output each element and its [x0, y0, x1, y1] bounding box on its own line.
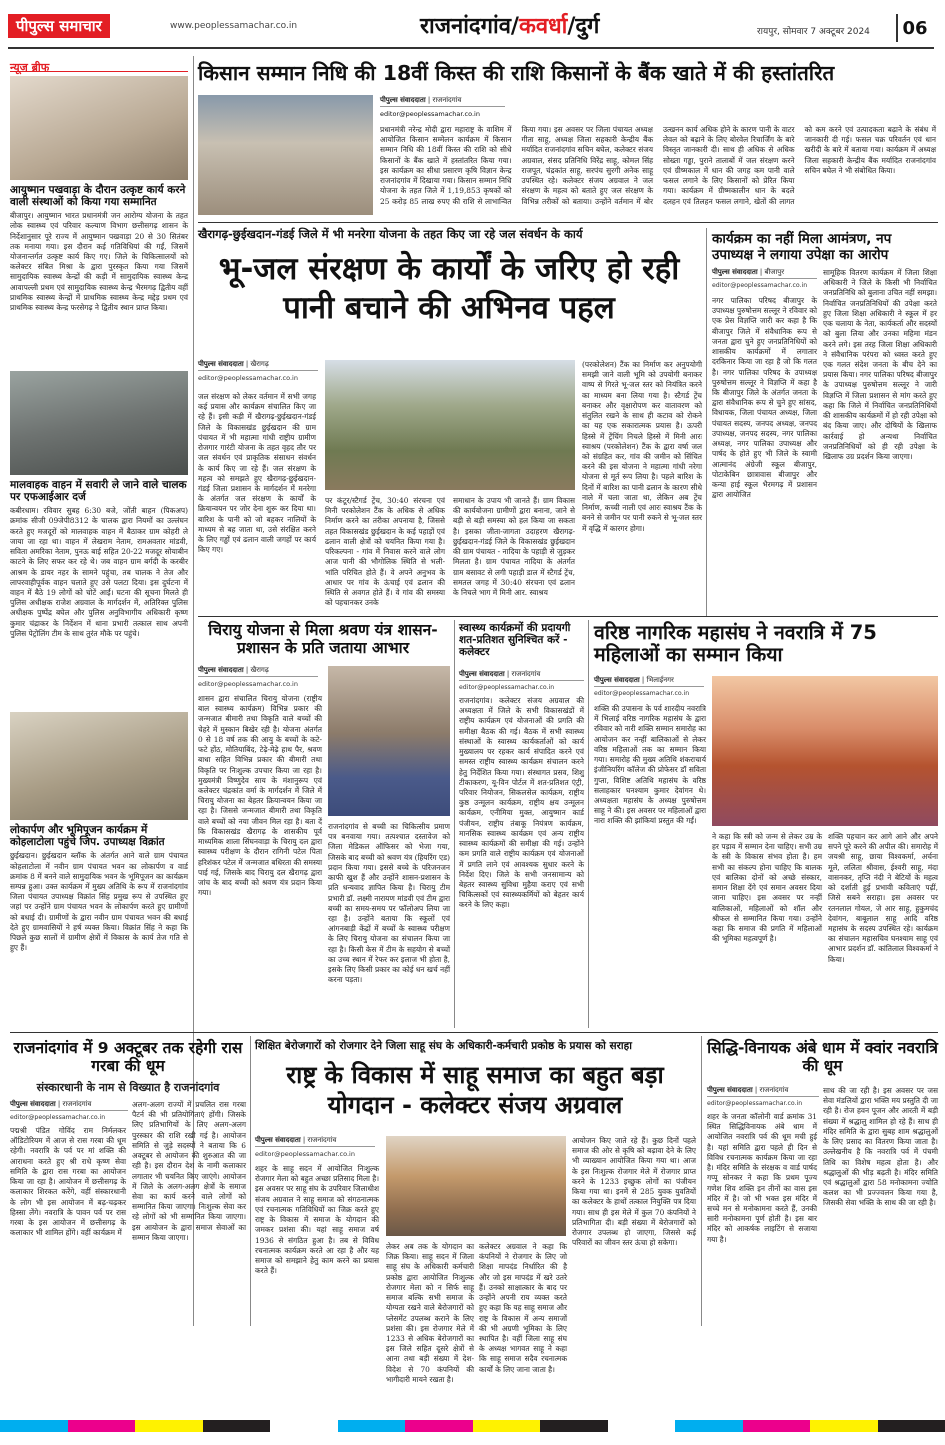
water-byline-name: पीपुल्स संवाददाता: [198, 360, 244, 368]
registration-swatch: [270, 1420, 338, 1432]
senior-byline-place: भिलाईनगर: [646, 676, 674, 684]
ambe-body-col2: साथ की जा रही है। इस अवसर पर जस सेवा मंडलियों द्वारा भक्ति मय प्रस्तुति दी जा रही है। रोज हवन पूजन और आरती में बड़ी संख्या में श्रद्धालु शामिल हो रहे हैं। साथ ही मंदिर समिति के द्वारा सुबह शाम श्रद्धालुओं के लिए प्रसाद का वितरण किया जाता है। उल्लेखनीय है कि नवरात्रि पर्व में पंचमी तिथि का विशेष महत्व होता है। और श्रद्धालुओं की भीड़ बढ़ती है। मंदिर समिति एवं श्रद्धालुओं द्वारा 58 मनोकामना ज्योति कलश का भी प्रज्ज्वलन किया गया है, जिसकी सेवा भक्ति के साथ की जा रही है।: [823, 1086, 938, 1208]
water-body-col4: (परकोलेशन) टैंक का निर्माण कर अनुपयोगी समझी जाने वाली भूमि को उपयोगी बनाकर वाष्प से गिरते भू-जल स्तर को नियंत्रित करने का माध्यम बना लिया गया है। स्टैगर्ड ट्रेंच बनाकर और वृक्षारोपण कर वातावरण को संतुलित रखने के साथ ही कटाव को रोकने का यह एक सकारात्मक प्रयास है। ऊपरी हिस्से में ट्रेंचिंग निचले हिस्से में मिनी आरः स्वाश्रय (परकोलेशन) टैंक के द्वारा वर्षा जल को संग्रहित कर, गांव की जमीन को सिंचित करने की इस योजना ने महात्मा गांधी नरेगा योजना से मूर्त रूप लिया है। पहले बारिश के दिनों में बारिश का पानी ढलान के कारण सीधे नाले में चला जाता था, लेकिन अब ट्रेंच निर्माण, कच्ची नाली एवं आरः स्वाश्रय टैंक के बनने से जमीन पर पानी रुकने से भू-जल स्तर में वृद्धि में कारगर होगा।: [582, 360, 702, 533]
water-byline-email[interactable]: editor@peoplessamachar.co.in: [198, 374, 298, 382]
invite-byline-name: पीपुल्स संवाददाता: [712, 268, 758, 276]
registration-swatch: [540, 1420, 608, 1432]
registration-swatch: [135, 1420, 203, 1432]
lead-headline[interactable]: किसान सम्मान निधि की 18वीं किस्त की राशि किसानों के बैंक खाते में की हस्तांतरित: [198, 61, 835, 85]
water-byline-place: खैरागढ़: [250, 360, 269, 368]
water-byline: पीपुल्स संवाददाता | खैरागढ़ editor@peoplessamachar.co.in: [198, 360, 318, 382]
brief-3-body: छुईखदान। छुईखदान ब्लॉक के अंतर्गत आने वाले ग्राम पंचायत कोहलाटोला में नवीन ग्राम पंचायत भवन का लोकार्पण व वार्ड क्रमांक 8 में बनने वाले सामुदायिक भवन के भूमिपूजन का कार्यक्रम सम्पन्न हुआ। उक्त कार्यक्रम में मुख्य अतिथि के रूप में राजनांदगांव जिला पंचायत उपाध्यक्ष विक्रांत सिंह प्रमुख रूप से उपस्थित हुए जहां पर उन्होंने ग्राम पंचायत भवन के लोकार्पण करते हुए ग्रामीणों को बधाई दी। ग्रामीणों के द्वारा नवीन ग्राम पंचायत भवन की बधाई देते हुए ग्रामवासियों ने हर्ष व्यक्त किया। विक्रांत सिंह ने कहा कि पिछले कुछ सालों में ग्रामीण क्षेत्रों में विकास के कार्य तेज गति से हुए हैं।: [10, 851, 188, 953]
section-title-part-2: कवर्धा: [518, 14, 568, 39]
lead-byline-place: राजनांदगांव: [432, 96, 462, 104]
invite-headline[interactable]: कार्यक्रम का नहीं मिला आमंत्रण, नप उपाध्यक्ष ने लगाया उपेक्षा का आरोप: [712, 231, 892, 263]
senior-divider: [588, 620, 589, 1028]
senior-body-col2: ने कहा कि स्त्री को जन्म से लेकर उम्र के हर पड़ाव में सम्मान देना चाहिए। सभी उम्र के स्त्री के विकास संभव होता है। हम सभी का संकल्प होना चाहिए कि बालक एवं बालिका दोनों को अच्छे संस्कार, समान शिक्षा देंगे एवं समान अवसर दिया जाना चाहिए। इस अवसर पर नन्हीं बालिकाओं, महिलाओं को शॉल और श्रीफल से सम्मानित किया गया। उन्होंने कहा कि समाज की प्रगति में महिलाओं की भूमिका महत्वपूर्ण है।: [712, 832, 822, 944]
lead-photo: [198, 95, 373, 215]
sahu-divider-left: [250, 1036, 251, 1326]
registration-bar: [0, 1420, 945, 1432]
brief-photo-2: [10, 371, 188, 475]
health-headline[interactable]: स्वास्थ्य कार्यक्रमों की प्रदायगी शत-प्रतिशत सुनिश्चित करें - कलेक्टर: [459, 622, 571, 659]
section-title-part-1: राजनांदगांव/: [420, 14, 519, 39]
garba-byline-name: पीपुल्स संवाददाता: [10, 1100, 56, 1108]
sahu-kicker[interactable]: शिक्षित बेरोजगारों को रोजगार देने जिला साहू संघ के अधिकारी-कर्मचारी प्रकोष्ठ के प्रयास को सराहा: [255, 1040, 632, 1052]
lead-byline: पीपुल्स संवाददाता | राजनांदगांव editor@peoplessamachar.co.in: [380, 96, 505, 118]
health-byline-place: राजनांदगांव: [511, 670, 541, 678]
ambe-body-col1: शहर के जनता कॉलोनी वार्ड क्रमांक 31 स्थित सिद्धिविनायक अंबे धाम में आयोजित नवरात्रि पर्व की धूम मची हुई है। यहां समिति द्वारा पहले ही दिन से विविध रचनात्मक कार्यक्रम किया जा रहा है। मंदिर समिति के संरक्षक व वार्ड पार्षद गप्पू सोनकर ने कहा कि प्रथम पूज्य गणेश शिव शक्ति इन तीनों का वास इस मंदिर में है। जो भी भक्त इस मंदिर में सच्चे मन से मनोकामना करते हैं, उनकी सारी मनोकामना पूर्ण होती है। इस बार मंदिर को आकर्षक लाइटिंग से सजाया गया है।: [707, 1112, 817, 1244]
invite-byline: पीपुल्स संवाददाता | बीजापुर editor@peoplessamachar.co.in: [712, 268, 817, 289]
health-divider: [454, 620, 455, 1028]
registration-swatch: [743, 1420, 811, 1432]
chirayu-byline-place: खैरागढ़: [250, 666, 269, 674]
chirayu-byline-email[interactable]: editor@peoplessamachar.co.in: [198, 680, 298, 688]
invite-byline-email[interactable]: editor@peoplessamachar.co.in: [712, 282, 808, 289]
registration-swatch: [473, 1420, 541, 1432]
senior-body-col3: शक्ति पहचान कर आगे आने और अपने सपने पूरे करने की अपील की। समारोह में जयश्री साहू, छाया विश्वकर्मा, अर्चना मूले, ललिता श्रीवास, ईश्वरी साहू, मंदा वासनकर, तृप्ति नंदी ने बेटियों के महत्व को दर्शाती हुई प्रभावी कविताएं पढ़ीं, जिसे सबने सराहा। इस अवसर पर रतनलाल गोयल, जे आर साहू, हुकुमचंद देवांगन, बाबूलाल साहू आदि वरिष्ठ महासंघ के सदस्य उपस्थित रहे। कार्यक्रम का संचालन महासचिव घनश्याम साहू एवं आभार प्रदर्शन डॉ. कांतिलाल विश्वकर्मा ने किया।: [828, 832, 938, 964]
sahu-byline: पीपुल्स संवाददाता | राजनांदगांव editor@peoplessamachar.co.in: [255, 1136, 375, 1158]
registration-swatch: [203, 1420, 271, 1432]
sahu-byline-place: राजनांदगांव: [307, 1136, 337, 1144]
registration-swatch: [338, 1420, 406, 1432]
invite-body-col2: सामूहिक वितरण कार्यक्रम में जिला शिक्षा अधिकारी ने जिले के किसी भी निर्वाचित जनप्रतिनिधि को बुलाना उचित नहीं समझा। निर्वाचित जनप्रतिनिधियों की उपेक्षा करते हुए जिला शिक्षा अधिकारी ने स्कूल में हर एक चलाया के नेता, कार्यकर्ता और सदस्यों को बुला लिया और उनका महिमा मंडन करने लगे। इस तरह जिला शिक्षा अधिकारी ने संवैधानिक परंपरा को ध्वस्त करते हुए एक गलत संदेश जनता के बीच देने का प्रयास किया। नगर पालिका परिषद बीजापुर के उपाध्यक्ष पुरुषोत्तम सल्लूर ने जारी विज्ञप्ति में जिला प्रशासन से मांग करते हुए कहा कि जिले में निर्वाचित जनप्रतिनिधियों की शासकीय कार्यक्रमों में हो रही उपेक्षा को बंद किया जाए। और दोषियों के खिलाफ कार्रवाई हो अन्यथा निर्वाचित जनप्रतिनिधियों को ही रही उपेक्षा के खिलाफ उग्र प्रदर्शन किया जाएगा।: [823, 268, 937, 461]
sahu-byline-email[interactable]: editor@peoplessamachar.co.in: [255, 1150, 355, 1158]
masthead-underline: [8, 47, 934, 49]
health-byline: पीपुल्स संवाददाता | राजनांदगांव editor@peoplessamachar.co.in: [459, 670, 584, 691]
brief-3-headline[interactable]: लोकार्पण और भूमिपूजन कार्यक्रम में कोहलाटोला पहुंचे जिप. उपाध्यक्ष विक्रांत: [10, 824, 165, 849]
senior-byline-name: पीपुल्स संवाददाता: [594, 676, 640, 684]
water-photo: [325, 360, 575, 490]
news-brief-label: [10, 56, 188, 72]
senior-headline[interactable]: वरिष्ठ नागरिक महासंघ ने नवरात्रि में 75 महिलाओं का सम्मान किया: [594, 621, 877, 667]
chirayu-body-col2: राजनांदगांव से बच्ची का चिकित्सीय प्रमाण पत्र बनवाया गया। तत्पश्चात दस्तावेज को जिला मेडिकल ऑफिसर को भेजा गया, जिसके बाद बच्ची को श्रवण यंत्र (हियरिंग एड) प्रदान किया गया। इससे बच्चे के परिजनजन काफी खुश हैं और उन्होंने शासन-प्रशासन के प्रति धन्यवाद ज्ञापित किया है। चिरायु टीम प्रभारी डॉ. लक्ष्मी नारायण मांडवी एवं टीम द्वारा बच्ची का समय-समय पर फॉलोअप लिया जा रहा है। उन्होंने बताया कि स्कूलों एवं आंगनबाड़ी केंद्रों में बच्चों के स्वास्थ्य परीक्षण के लिए चिरायु योजना का संचालन किया जा रहा है। किसी केस में टीम के सहयोग से बच्चों का उच्च स्थान में रेफर कर इलाज भी होता है, इसके लिए किसी प्रकार का कोई धन खर्च नहीं करना पड़ता।: [328, 822, 450, 985]
sahu-headline[interactable]: राष्ट्र के विकास में साहू समाज का बहुत बड़ा योगदान - कलेक्टर संजय अग्रवाल: [286, 1061, 664, 1119]
sahu-body-col4: आयोजन किए जाते रहे हैं। कुछ दिनों पहले समाज की ओर से कृषि को बढ़ावा देने के लिए भी व्याख्यान आयोजित किया गया था। आज के इस निःशुल्क रोजगार मेले में रोजगार प्राप्त करने के 1233 इच्छुक लोगों का पंजीयन किया गया था। इनमें से 285 युवक युवतियों का कलेक्टर के हाथों तत्काल नियुक्ति पत्र दिया गया। साथ ही इस मेले में कुल 70 कंपनियों ने प्रतिभागिता दी। बड़ी संख्या में बेरोजगारों को रोजगार उपलब्ध हो जाएगा, जिससे कई परिवारों का जीवन स्तर ऊंचा हो सकेगा।: [572, 1136, 696, 1248]
garba-body-col1: पद्मश्री पंडित गोविंद राम निर्मलकर ऑडिटोरियम में आज से रास गरबा की धूम रहेगी। नवरात्रि के पर्व पर मां शक्ति की आराधना करते हुए श्री राधे कृष्ण सेवा समिति के द्वारा रास गरबा का आयोजन किया जा रहा है। आयोजन में छत्तीसगढ़ के कलाकार शिरकत करेंगे, वहीं संस्कारधानी के लोग भी इस आयोजन में बढ़-चढ़कर हिस्सा लेंगे। नवरात्रि के पावन पर्व पर रास गरबा के इस आयोजन में छत्तीसगढ़ के कलाकार भी शामिल होंगे। वहीं कार्यक्रम में: [10, 1126, 126, 1238]
section-title-part-3: /दुर्ग: [567, 14, 600, 39]
garba-byline-place: राजनांदगांव: [62, 1100, 92, 1108]
lead-byline-name: पीपुल्स संवाददाता: [380, 96, 426, 104]
lead-byline-email[interactable]: editor@peoplessamachar.co.in: [380, 110, 480, 118]
sahu-byline-name: पीपुल्स संवाददाता: [255, 1136, 301, 1144]
ambe-byline-name: पीपुल्स संवाददाता: [707, 1086, 753, 1094]
chirayu-byline: पीपुल्स संवाददाता | खैरागढ़ editor@peoplessamachar.co.in: [198, 666, 318, 688]
registration-swatch: [810, 1420, 878, 1432]
water-body-col1: जल संरक्षण को लेकर वर्तमान में सभी जगह कई प्रयास और कार्यक्रम संचालित किए जा रहे हैं। इसी कड़ी में खैरागढ़-छुईखदान-गंडई जिले के विकासखंड छुईखदान की ग्राम पंचायत में भी महात्मा गांधी राष्ट्रीय ग्रामीण रोजगार गारंटी योजना के तहत वृहद तौर पर जल संवर्धन एवं प्राकृतिक संसाधन संवर्धन के कार्य किए जा रहे हैं। जल संरक्षण के महत्व को समझते हुए खैरागढ़-छुईखदान-गंडई जिला प्रशासन के मार्गदर्शन में मनरेगा के अंतर्गत जल संरक्षण के कार्यों के क्रियान्वयन पर जोर देना शुरू कर दिया था। बारिश के पानी को जो बहकर नालियों के माध्यम से बह जाता था, उसे संरक्षित करने के लिए गड्ढों एवं ढलान वाली जगहों पर कार्य किए गए।: [198, 392, 316, 555]
senior-photo: [712, 676, 938, 826]
mid-rule-2: [10, 1032, 938, 1033]
senior-byline-email[interactable]: editor@peoplessamachar.co.in: [594, 690, 690, 697]
health-body: राजनांदगांव। कलेक्टर संजय अग्रवाल की अध्यक्षता में जिले के सभी विकासखंडों में राष्ट्रीय कार्यक्रम एवं योजनाओं की प्रगति की समीक्षा बैठक की गई। बैठक में सभी स्वास्थ्य संस्थाओं के स्वास्थ्य कार्यकर्ताओं को कार्य मुख्यालय पर रहकर कार्य संपादित करने एवं समस्त राष्ट्रीय स्वास्थ्य कार्यक्रम संचालन करने हेतु निर्देशित किया गया। संस्थागत प्रसव, शिशु टीकाकरण, यू-विन पोर्टल में शत-प्रतिशत एंट्री, परिवार नियोजन, सिकलसेल कार्यक्रम, राष्ट्रीय कुष्ठ उन्मूलन कार्यक्रम, राष्ट्रीय क्षय उन्मूलन कार्यक्रम, एनीमिया मुक्त, आयुष्मान कार्ड पंजीयन, राष्ट्रीय तंबाकू नियंत्रण कार्यक्रम, मानसिक स्वास्थ्य कार्यक्रम एवं अन्य राष्ट्रीय स्वास्थ्य कार्यक्रमों की समीक्षा की गई। उन्होंने कम प्रगति वाले राष्ट्रीय कार्यक्रम एवं योजनाओं में प्रगति लाने एवं आवश्यक सुधार करने के निर्देश दिए। जिले के सभी जनसामान्य को बेहतर स्वास्थ्य सुविधा मुहैया कराए एवं सभी चिकित्सकों एवं स्वास्थ्यकर्मियों को बेहतर कार्य करने के लिए कहा।: [459, 696, 584, 910]
sahu-body-col2: लेकर अब तक के योगदान का जिक्र किया। साहू सदन में जिला साहू संघ के अधिकारी कर्मचारी प्रकोष्ठ द्वारा आयोजित निःशुल्क रोजगार मेला को न सिर्फ साहू समाज बल्कि सभी समाज के योग्यता रखने वाले बेरोजगारों को प्लेसमेंट उपलब्ध कराने के लिए प्रशंसा की। इस रोजगार मेले में 1233 से अधिक बेरोजगारों का इस जिले सहित दूसरे क्षेत्रों से आना तथा बड़ी संख्या में देश-विदेश से 70 कंपनियों की भागीदारी मायने रखता है।: [386, 1242, 474, 1384]
sahu-body-col3: कलेक्टर अग्रवाल ने कहा कि कंपनियों ने रोजगार के लिए जो शिक्षा मापदंड निर्धारित की है और जो इस मापदंड में खरे उतरे हैं। उनको साक्षात्कार के बाद पर उन्होंने अपनी राय व्यक्त करते हुए कहा कि यह साहू समाज और राष्ट्र के विकास में अन्य समाजों की भी अग्रणी भूमिका के लिए स्थापित है। वहीं जिला साहू संघ के अध्यक्ष भागवत साहू ने कहा कि साहू समाज सदैव रचनात्मक कार्यों के लिए जाना जाता है।: [479, 1242, 567, 1374]
lead-bottom-rule: [198, 222, 938, 223]
registration-swatch: [405, 1420, 473, 1432]
ambe-byline-place: राजनांदगांव: [759, 1086, 789, 1094]
invite-byline-place: बीजापुर: [764, 268, 785, 276]
registration-swatch: [0, 1420, 68, 1432]
lead-body: प्रधानमंत्री नरेन्द्र मोदी द्वारा महाराष्ट्र के वाशिम में आयोजित किसान सम्मेलन कार्यक्रम में किसान सम्मान निधि की 18वीं किस्त की राशि को सीधे किसानों के बैंक खाते में हस्तांतरित किया गया। इस कार्यक्रम का सीधा प्रसारण कृषि विज्ञान केन्द्र राजनांदगांव में दिखाया गया। किसान सम्मान निधि योजना के तहत जिले में 1,19,853 कृषकों को 25 करोड़ 85 लाख रुपए की राशि से लाभान्वित किया गया। इस अवसर पर जिला पंचायत अध्यक्ष गीता साहू, अध्यक्ष जिला सहकारी केन्द्रीय बैंक मर्यादित राजनांदगांव सचिन बघेल, कलेक्टर संजय अग्रवाल, संसद प्रतिनिधि विरेंद्र साहू, कोमल सिंह राजपूत, चंद्रकांत साहू, सरपंच सुरगी अनेक साहू उपस्थित रहे। कलेक्टर संजय अग्रवाल ने जल संरक्षण के महत्व को बताते हुए जल संरक्षण के विभिन्न तरीकों को बताया। उन्होंने वर्तमान में बोर उत्खनन कार्य अधिक होने के कारण पानी के वाटर लेवल को बढ़ाने के लिए बोरवेल रिचार्जिंग के बारे विस्तृत जानकारी दी। साथ ही अधिक से अधिक सोख्ता गड्ढा, पुराने तालाबों में जल संरक्षण करने एवं ग्रीष्मकाल में धान की जगह कम पानी वाले फसल लगाने के लिए किसानों को प्रेरित किया गया। कार्यक्रम में ग्रीष्मकालीन धान के बदले दलहन एवं तिलहन फसल लगाने, खेतों की लागत को कम करने एवं उत्पादकता बढ़ाने के संबंध में जानकारी दी गई। फसल चक्र परिवर्तन एवं धान खरीदी के बारे में बताया गया। कार्यक्रम में अध्यक्ष जिला सहकारी केन्द्रीय बैंक मर्यादित राजनांदगांव सचिन बघेल ने भी संबोधित किया।: [380, 125, 936, 206]
registration-swatch: [675, 1420, 743, 1432]
news-brief-label-text: न्यूज ब्रीफ: [10, 61, 50, 74]
water-headline[interactable]: भू-जल संरक्षण के कार्यों के जरिए हो रही पानी बचाने की अभिनव पहल: [218, 251, 680, 326]
brief-photo-1: [10, 76, 188, 180]
registration-swatch: [878, 1420, 945, 1432]
website-url[interactable]: www.peoplessamachar.co.in: [170, 21, 298, 31]
chirayu-body-col1: शासन द्वारा संचालित चिरायु योजना (राष्ट्रीय बाल स्वास्थ्य कार्यक्रम) विभिन्न प्रकार की जन्मजात बीमारी तथा विकृति वाले बच्चों की चेहरे में मुस्कान बिखेर रही है। योजना अंतर्गत 0 से 18 वर्ष तक की आयु के बच्चों के कटे-फटे होंठ, मोतियाबिंद, टेढ़े-मेढ़े हाथ पैर, श्रवण बाधा सहित विभिन्न प्रकार की बीमारी तथा विकृति पर निःशुल्क उपचार किया जा रहा है। मुख्यमंत्री विष्णुदेव साय के मंशानुरूप एवं कलेक्टर चंद्रकांत वर्मा के मार्गदर्शन में जिले में चिरायु योजना का बेहतर क्रियान्वयन किया जा रहा है। जिससे जन्मजात बीमारी तथा विकृति वाले बच्चों को नया जीवन मिल रहा है। बता दें कि विकासखंड खैरागढ़ के शासकीय पूर्व माध्यमिक शाला सिंघनवाड़ा के चिरायु दल द्वारा स्वास्थ्य परीक्षण के दौरान रागिनी पटेल पिता हरिशंकर पटेल में जन्मजात बधिरता की समस्या पाई गई, जिसके बाद चिरायु दल खैरागढ़ द्वारा जांच के बाद बच्ची को श्रवण यंत्र प्रदान किया गया।: [198, 694, 322, 898]
garba-byline: पीपुल्स संवाददाता | राजनांदगांव editor@peoplessamachar.co.in: [10, 1100, 128, 1121]
brand-logo[interactable]: [8, 14, 110, 38]
health-byline-email[interactable]: editor@peoplessamachar.co.in: [459, 684, 555, 691]
registration-swatch: [68, 1420, 136, 1432]
page-number: 06: [902, 17, 928, 39]
right-column-divider: [706, 228, 707, 616]
health-byline-name: पीपुल्स संवाददाता: [459, 670, 505, 678]
chirayu-byline-name: पीपुल्स संवाददाता: [198, 666, 244, 674]
dateline: रायपुर, सोमवार 7 अक्टूबर 2024: [757, 27, 870, 37]
garba-headline[interactable]: राजनांदगांव में 9 अक्टूबर तक रहेगी रास गरबा की धूम: [13, 1039, 243, 1075]
brief-1-body: बीजापुर। आयुष्मान भारत प्रधानमंत्री जन आरोग्य योजना के तहत लोक स्वास्थ्य एवं परिवार कल्याण विभाग छत्तीसगढ़ शासन के निर्देशानुसार पूरे राज्य में आयुष्मान पखवाड़ा 20 से 30 सितंबर तक मनाया गया। इस दौरान कई गतिविधियां की गईं, जिसमें योजनान्तर्गत उत्कृष्ट कार्य किए गए। जिले के चिकित्सालयों को कलेक्टर संबित मिश्रा के द्वारा पुरस्कृत किया गया जिसमें सामुदायिक स्वास्थ्य केन्द्रों की कड़ी में सामुदायिक स्वास्थ्य केन्द्र आवापल्ली प्रथम एवं सामुदायिक स्वास्थ्य केन्द्र भैरमगढ़ द्वितीय वहीं प्राथमिक स्वास्थ्य केन्द्रों में प्राथमिक स्वास्थ्य केन्द्र मद्देड़ प्रथम एवं प्राथमिक स्वास्थ्य केन्द्र फरसेगढ़ ने द्वितीय स्थान प्राप्त किया।: [10, 211, 188, 313]
registration-swatch: [608, 1420, 676, 1432]
brief-photo-3: [10, 712, 188, 820]
sahu-body-col1: शहर के साहू सदन में आयोजित निःशुल्क रोजगार मेला को बहुत अच्छा प्रतिसाद मिला है। इस अवसर पर साहू संघ के उपरिवार जिलाधीश संजय अग्रवाल ने साहू समाज को संगठनात्मक एवं रचनात्मक गतिविधियों का जिक्र करते हुए राष्ट्र के विकास में समाज के योगदान की जमकर प्रशंसा की। यहां साहू समाज वर्ष 1936 से संगठित हुआ है। तब से विविध रचनात्मक कार्यक्रम करते आ रहा है और यह समाज को समझाने हेतु काम करने का प्रयास करते हैं।: [255, 1164, 379, 1276]
senior-body-col1: शक्ति की उपासना के पर्व शारदीय नवरात्रि में भिलाई वरिष्ठ नागरिक महासंघ के द्वारा रविवार को नारी शक्ति सम्मान समारोह का आयोजन कर नन्हीं बालिकाओं से लेकर वरिष्ठ महिलाओं तक का सम्मान किया गया। समारोह की मुख्य अतिथि शंकराचार्य इंजीनियरिंग कॉलेज की प्रोफेसर डॉ सविता गुप्ता, विशिष्ट अतिथि महासंघ के वरिष्ठ सलाहकार घनश्याम कुमार देवांगन थे। अध्यक्षता महासंघ के अध्यक्ष पुरुषोत्तम साहू ने की। इस अवसर पर महिलाओं द्वारा नारा शक्ति की झांकियां प्रस्तुत की गईं।: [594, 704, 706, 826]
brief-2-body: कबीरधाम। रविवार सुबह 6:30 बजे, जोंती बाहन (पिकअप) क्रमांक सीजी 09जेपी8312 के चालक द्वारा नियमों का उल्लंघन करते हुए मजदूरों को मालवाहक वाहन में बैठाकर ग्राम कोहरी ले जाया जा रहा था। वाहन में लेखराम नेताम, रामअवतार मांडवी, सविता अमरिका नेताम, पुनऊ बाई सहित 20-22 मजदूर सोयाबीन काटने के लिए सफर कर रहे थे। जब वाहन ग्राम बर्गदी के करबीर आश्रम के डायर नहर के सामने पहुंचा, तब चालक ने तेज और लापरवाहीपूर्वक वाहन चलाते हुए उसे पलटा दिया। इस दुर्घटना में वाहन में बैठे 19 लोगों को चोटें आईं। घटना की सूचना मिलते ही पुलिस अधीक्षक राजेश अग्रवाल के मार्गदर्शन में, अतिरिक्त पुलिस अधीक्षक पुष्पेंद्र बघेल और पुलिस अनुविभागीय अधिकारी कृष्ण कुमार चंद्राकर के निर्देशन में थाना प्रभारी तत्काल साथ अपनी पुलिस पेट्रोलिंग टीम के साथ तुरंत मौके पर पहुंचे।: [10, 506, 188, 638]
brand-name: पीपुल्स समाचार: [16, 17, 102, 35]
water-body-col3: समाधान के उपाय भी जानते हैं। ग्राम विकास की कार्ययोजना ग्रामीणों द्वारा बनाना, जाने से बड़ी से बड़ी समस्या को हल किया जा सकता है। इसका जीता-जागता उदाहरण खैरागढ़-छुईखदान-गंडई जिले के विकासखंड छुईखदान की ग्राम पंचायत - नादिया के पहाड़ी से जुड़कर मिलता है। ग्राम पंचायत नादिया के अंतर्गत ग्राम बसावट से लगी पहाड़ी डाल में स्टैगर्ड ट्रेंच, समतल जगह में 30:40 संरचना एवं ढलान के निचले भाग में मिनी आर. स्वाश्रय: [453, 496, 575, 597]
sahu-divider-right: [701, 1036, 702, 1326]
ambe-byline-email[interactable]: editor@peoplessamachar.co.in: [707, 1100, 803, 1107]
garba-subhead: संस्कारधानी के नाम से विख्यात है राजनांदगांव: [36, 1081, 220, 1094]
section-title: [420, 10, 599, 40]
sahu-photo: [386, 1136, 566, 1236]
garba-body-col2: अलग-अलग राज्यों में प्रचलित रास गरबा पैटर्न की भी प्रतियोगिताएं होंगी। जिसके लिए प्रतिभागियों के लिए अलग-अलग पुरस्कार की राशि रखी गई है। आयोजन समिति से जुड़े सदस्यों ने बताया कि 6 अक्टूबर से आयोजन की शुरुआत की जा रही है। इस दौरान देश के नामी कलाकार लगातार भी चयनित किए जाएंगे। आयोजन में जिले के अलग-अलग क्षेत्रों के समाज सेवा का कार्य करने वाले लोगों को सम्मानित किया जाएगा। निःशुल्क सेवा कर रहे लोगों को भी सम्मानित किया जाएगा। इस आयोजन के द्वारा समाज सेवाओं का सम्मान किया जाएगा।: [132, 1100, 246, 1242]
ambe-byline: पीपुल्स संवाददाता | राजनांदगांव editor@peoplessamachar.co.in: [707, 1086, 819, 1107]
brief-2-headline[interactable]: मालवाहक वाहन में सवारी ले जाने वाले चालक पर एफआईआर दर्ज: [10, 479, 187, 504]
garba-byline-email[interactable]: editor@peoplessamachar.co.in: [10, 1114, 106, 1121]
ambe-headline[interactable]: सिद्धि-विनायक अंबे धाम में क्वांर नवरात्रि की धूम: [707, 1039, 938, 1075]
chirayu-photo: [328, 666, 450, 816]
masthead: [0, 0, 945, 50]
brief-1-headline[interactable]: आयुष्मान पखवाड़ा के दौरान उत्कृष्ट कार्य करने वाली संस्थाओं को किया गया सम्मानित: [10, 184, 186, 209]
page-number-box: [896, 14, 932, 42]
water-body-col2: पर कंटूर/स्टैगर्ड ट्रेंच, 30:40 संरचना एवं मिनी परकोलेशन टैंक के अधिक से अधिक निर्माण करने का तरीका अपनाया है, जिससे तहत विकासखंड छुईखदान के कई पहाड़ों एवं ढलान वाली क्षेत्रों को चयनित किया गया है। परिकल्पना - गांव में निवास करने वाले लोग आज पानी की भौगोलिक स्थिति से भली-भांति परिचित होते हैं। वे अपने अनुभव के आधार पर गांव के ऊंचाई एवं ढलान की स्थिति से अवगत होते हैं। वे गांव की समस्या को पहचानकर उनके: [325, 496, 445, 608]
water-kicker[interactable]: खैरागढ़-छुईखदान-गंडई जिले में भी मनरेगा योजना के तहत किए जा रहे जल संवर्धन के कार्य: [198, 227, 583, 241]
senior-byline: पीपुल्स संवाददाता | भिलाईनगर editor@peoplessamachar.co.in: [594, 676, 704, 697]
chirayu-headline[interactable]: चिरायु योजना से मिला श्रवण यंत्र शासन-प्रशासन के प्रति जताया आभार: [208, 621, 438, 657]
invite-body-col1: नगर पालिका परिषद बीजापुर के उपाध्यक्ष पुरुषोत्तम सल्लूर ने रविवार को एक प्रेस विज्ञप्ति जारी कर कहा है कि बीजापुर जिले में संवैधानिक रूप से जनता द्वारा चुने हुए जनप्रतिनिधियों को शासकीय कार्यक्रमों में लगातार दरकिनार किया जा रहा है जो कि गलत है। नगर पालिका परिषद के उपाध्यक्ष पुरुषोत्तम सल्लूर ने विज्ञप्ति में कहा है कि बीजापुर जिले के अंतर्गत जनता के द्वारा संवैधानिक रूप से चुने हुए सांसद, विधायक, जिला पंचायत अध्यक्ष, जिला पंचायत सदस्य, जनपद अध्यक्ष, जनपद उपाध्यक्ष, जनपद सदस्य, नगर पालिका अध्यक्ष, नगर पालिका उपाध्यक्ष और पार्षद के होते हुए भी जिले के स्वामी आत्मानंद अंग्रेजी स्कूल बीजापुर, पोटाकेबिन छात्रावास बीजापुर और कन्या हाई स्कूल भैरमगढ़ में प्रशासन द्वारा आयोजित: [712, 296, 817, 500]
mid-rule-1: [198, 616, 938, 617]
